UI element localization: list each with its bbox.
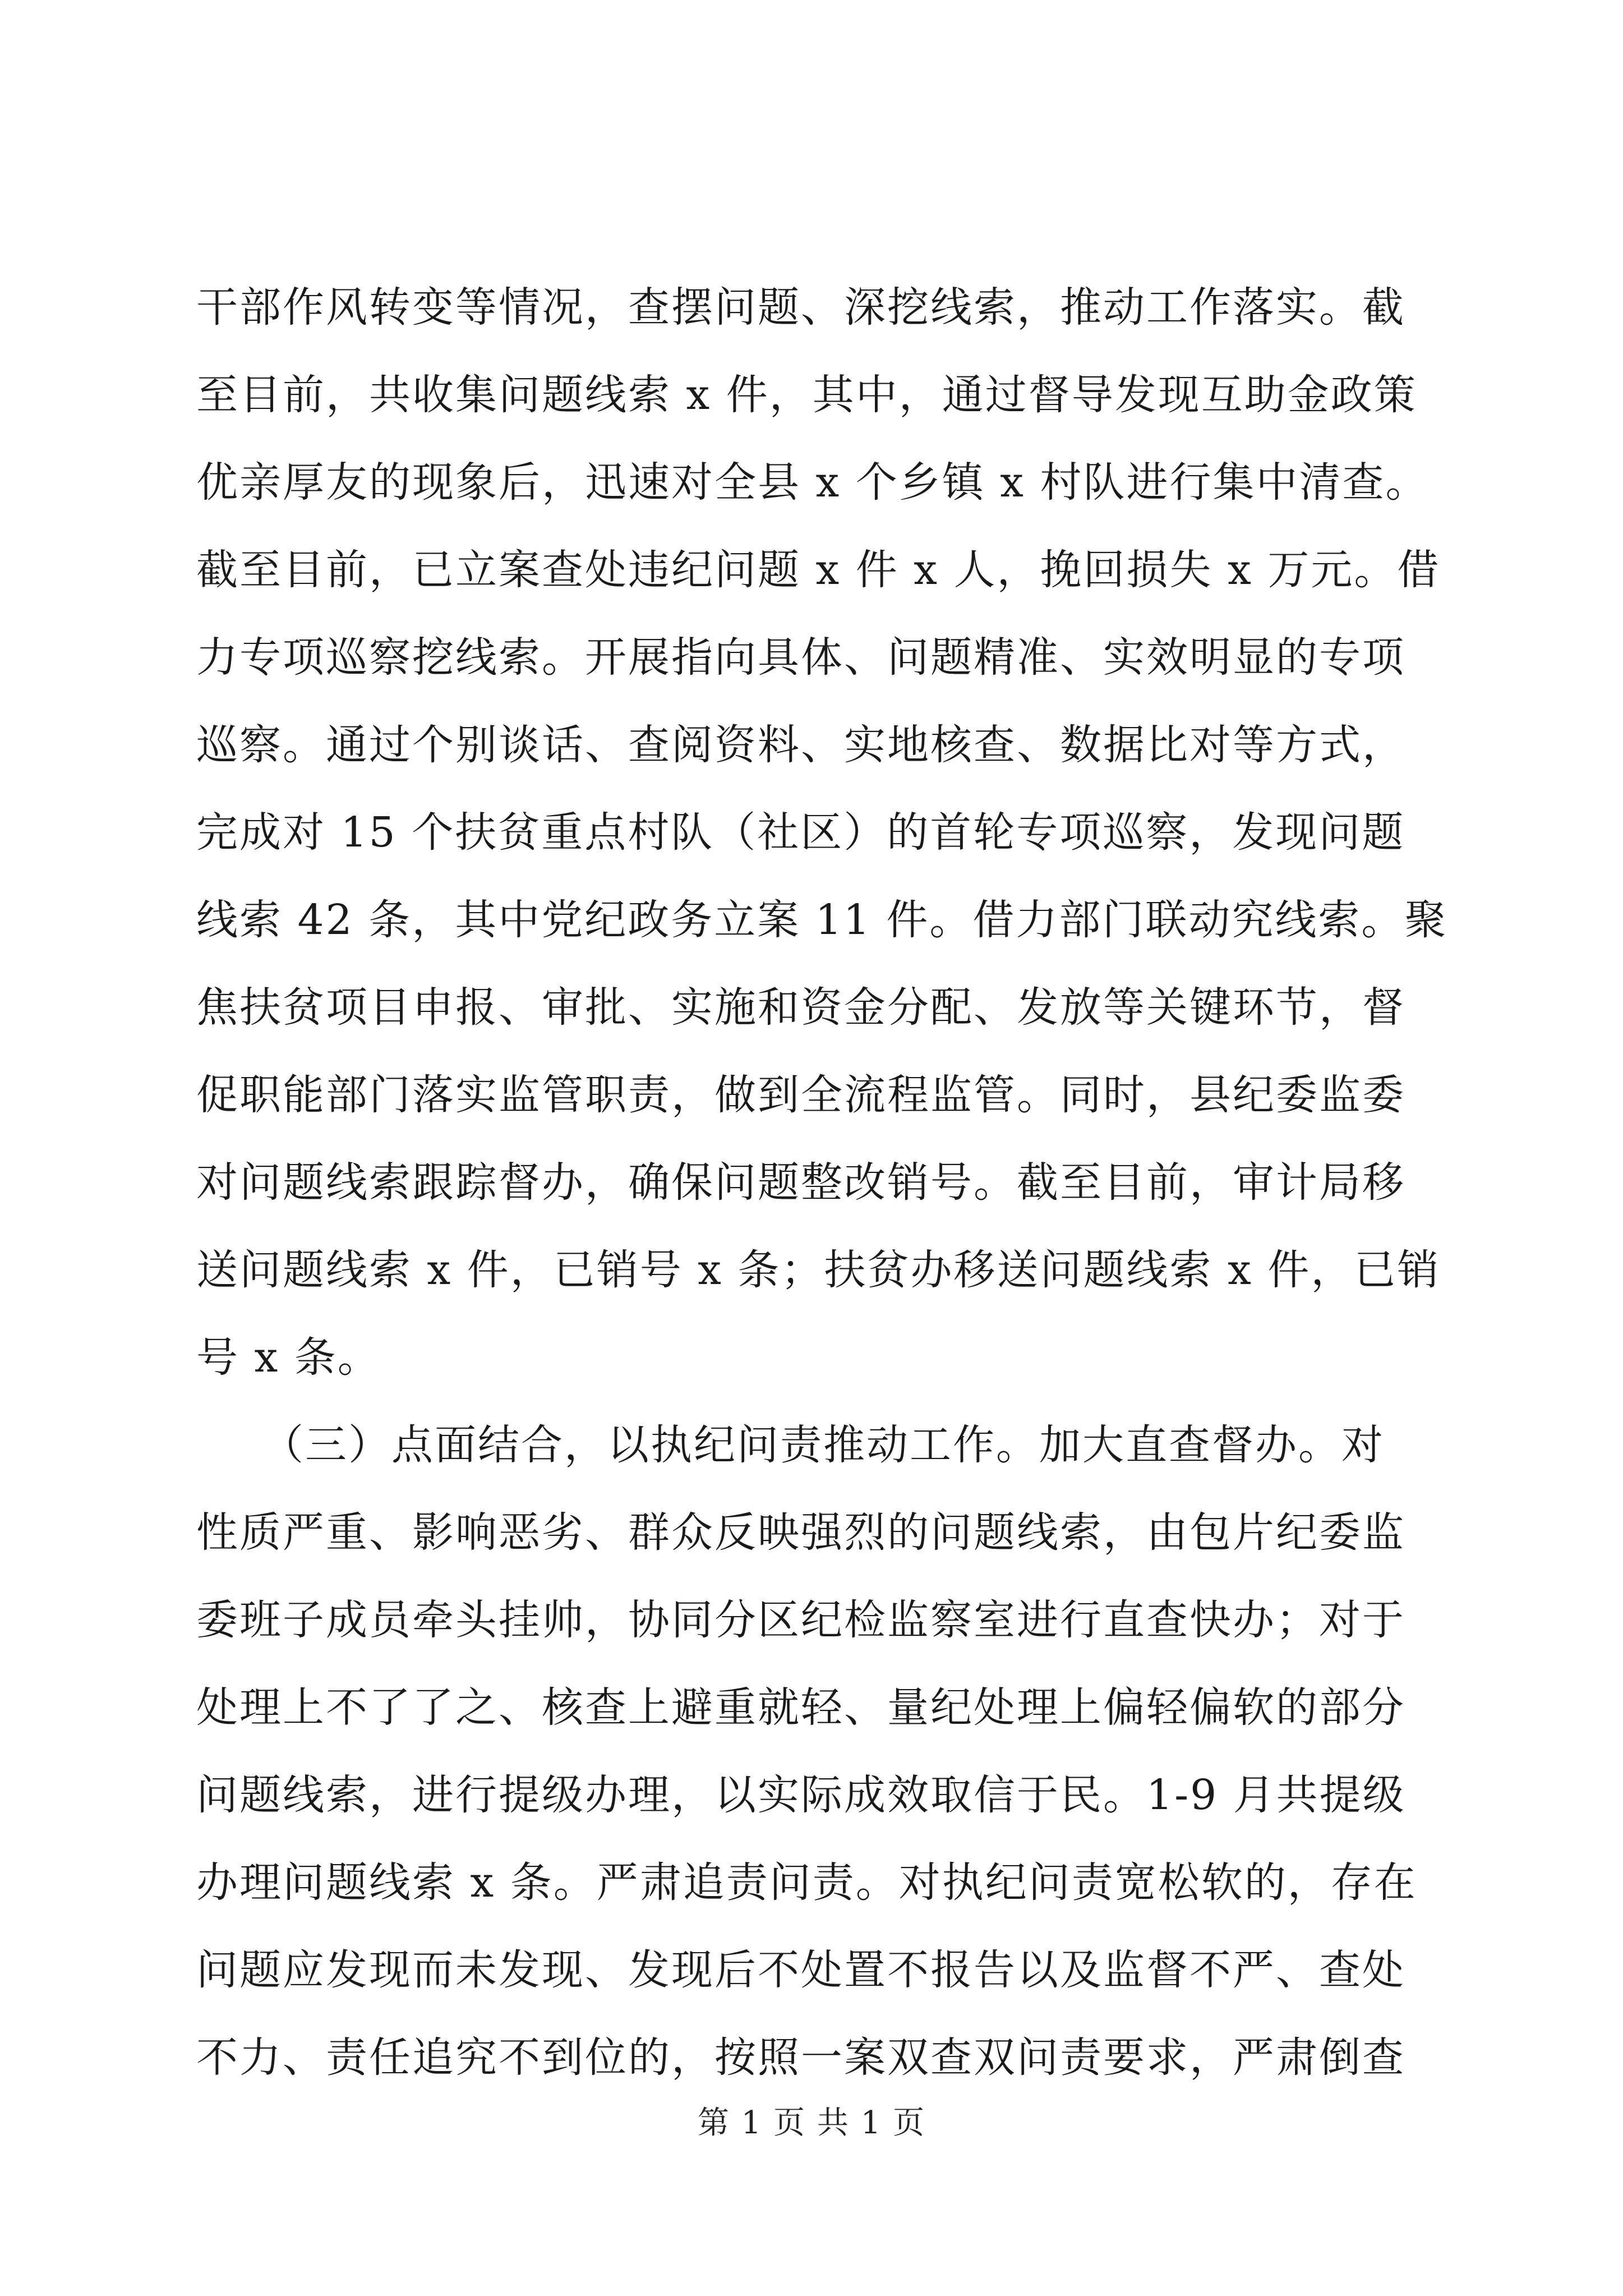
text-line: 焦扶贫项目申报、审批、实施和资金分配、发放等关键环节，督 <box>196 983 1405 1032</box>
text-line: 处理上不了了之、核查上避重就轻、量纪处理上偏轻偏软的部分 <box>196 1683 1405 1732</box>
text-line: 截至目前，已立案查处违纪问题 x 件 x 人，挽回损失 x 万元。借 <box>196 546 1441 594</box>
text-line: 线索 42 条，其中党纪政务立案 11 件。借力部门联动究线索。聚 <box>196 896 1448 944</box>
text-line: 办理问题线索 x 条。严肃追责问责。对执纪问责宽松软的，存在 <box>196 1858 1417 1907</box>
text-line: 问题应发现而未发现、发现后不处置不报告以及监督不严、查处 <box>196 1946 1405 1994</box>
text-line: 至目前，共收集问题线索 x 件，其中，通过督导发现互助金政策 <box>196 371 1417 419</box>
text-line: 巡察。通过个别谈话、查阅资料、实地核查、数据比对等方式， <box>196 721 1405 769</box>
text-line: 性质严重、影响恶劣、群众反映强烈的问题线索，由包片纪委监 <box>196 1508 1405 1557</box>
section-heading-line: （三）点面结合，以执纪问责推动工作。加大直查督办。对 <box>196 1421 1385 1469</box>
body-text <box>196 264 1458 2101</box>
text-line: 干部作风转变等情况，查摆问题、深挖线索，推动工作落实。截 <box>196 283 1405 332</box>
text-line: 不力、责任追究不到位的，按照一案双查双问责要求，严肃倒查 <box>196 2033 1405 2082</box>
text-line: 问题线索，进行提级办理，以实际成效取信于民。1-9 月共提级 <box>196 1771 1406 1819</box>
page-footer: 第 1 页 共 1 页 <box>697 2105 926 2141</box>
text-line: 送问题线索 x 件，已销号 x 条；扶贫办移送问题线索 x 件，已销 <box>196 1246 1441 1294</box>
text-line: 号 x 条。 <box>196 1333 381 1382</box>
text-line: 委班子成员牵头挂帅，协同分区纪检监察室进行直查快办；对于 <box>196 1596 1405 1644</box>
text-line: 优亲厚友的现象后，迅速对全县 x 个乡镇 x 村队进行集中清查。 <box>196 458 1429 507</box>
text-line: 对问题线索跟踪督办，确保问题整改销号。截至目前，审计局移 <box>196 1158 1405 1207</box>
text-line: 完成对 15 个扶贫重点村队（社区）的首轮专项巡察，发现问题 <box>196 808 1405 857</box>
text-line: 促职能部门落实监管职责，做到全流程监管。同时，县纪委监委 <box>196 1071 1405 1119</box>
text-line: 力专项巡察挖线索。开展指向具体、问题精准、实效明显的专项 <box>196 633 1405 682</box>
